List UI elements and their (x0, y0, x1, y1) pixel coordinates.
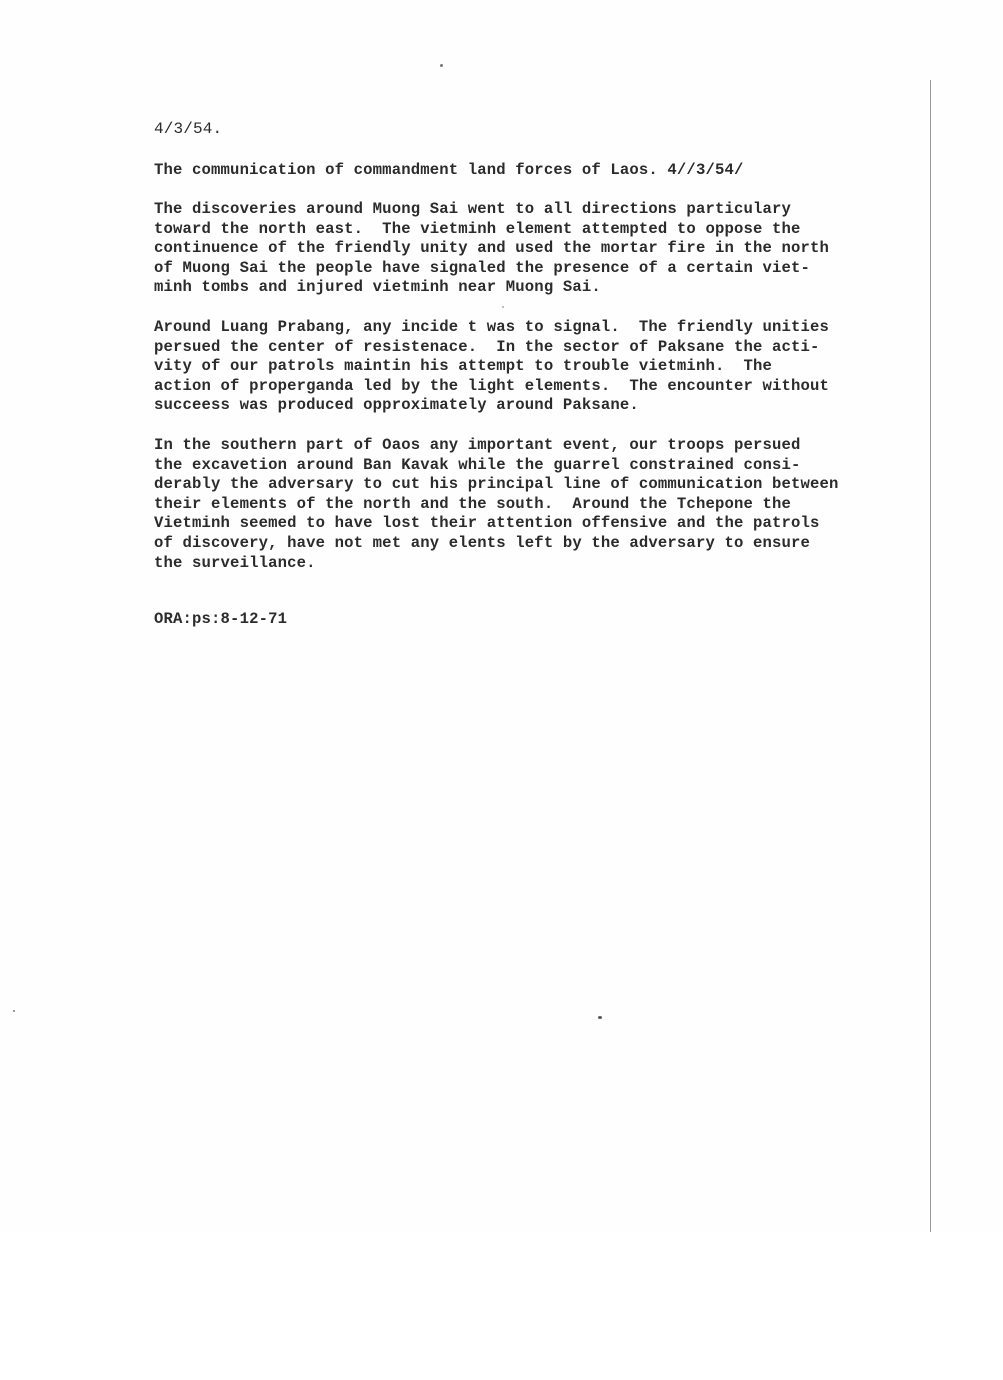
paragraph-southern-laos: In the southern part of Oaos any important event, our troops persued the excavetion around Ban Kavak while the guarrel constrained consi- derably the adversary to cut his principal line of communication between their elements of the north and the south. Around the Tchepone the Vietminh seemed to have lost their attention offensive and the patrols of discovery, have not met any elents left by the adversary to ensure the surveillance. (154, 436, 839, 572)
paragraph-luang-prabang: Around Luang Prabang, any incide t was to signal. The friendly unities persued the center of resistenace. In the sector of Paksane the acti- vity of our patrols maintin his attempt to trouble vietminh. The action of properganda led by the light elements. The encounter without succeess was produced opproximately around Paksane. (154, 318, 830, 415)
scan-margin (0, 1232, 1003, 1380)
document-title: The communication of commandment land forces of Laos. 4//3/54/ (154, 161, 744, 179)
page-edge-line (930, 80, 931, 1240)
document-date: 4/3/54. (154, 120, 223, 138)
ink-speck (440, 64, 443, 67)
paragraph-muong-sai: The discoveries around Muong Sai went to all directions particulary toward the north east. The vietminh element attempted to oppose the continuence of the friendly unity and used the mortar fire in the north of Muong Sai the people have signaled the presence of a certain viet- minh tombs and injured vietminh near Muong Sai. (154, 200, 830, 297)
ink-speck (502, 306, 504, 308)
ink-speck (598, 1016, 602, 1019)
ink-speck (13, 1010, 15, 1012)
reference-line: ORA:ps:8-12-71 (154, 610, 288, 628)
